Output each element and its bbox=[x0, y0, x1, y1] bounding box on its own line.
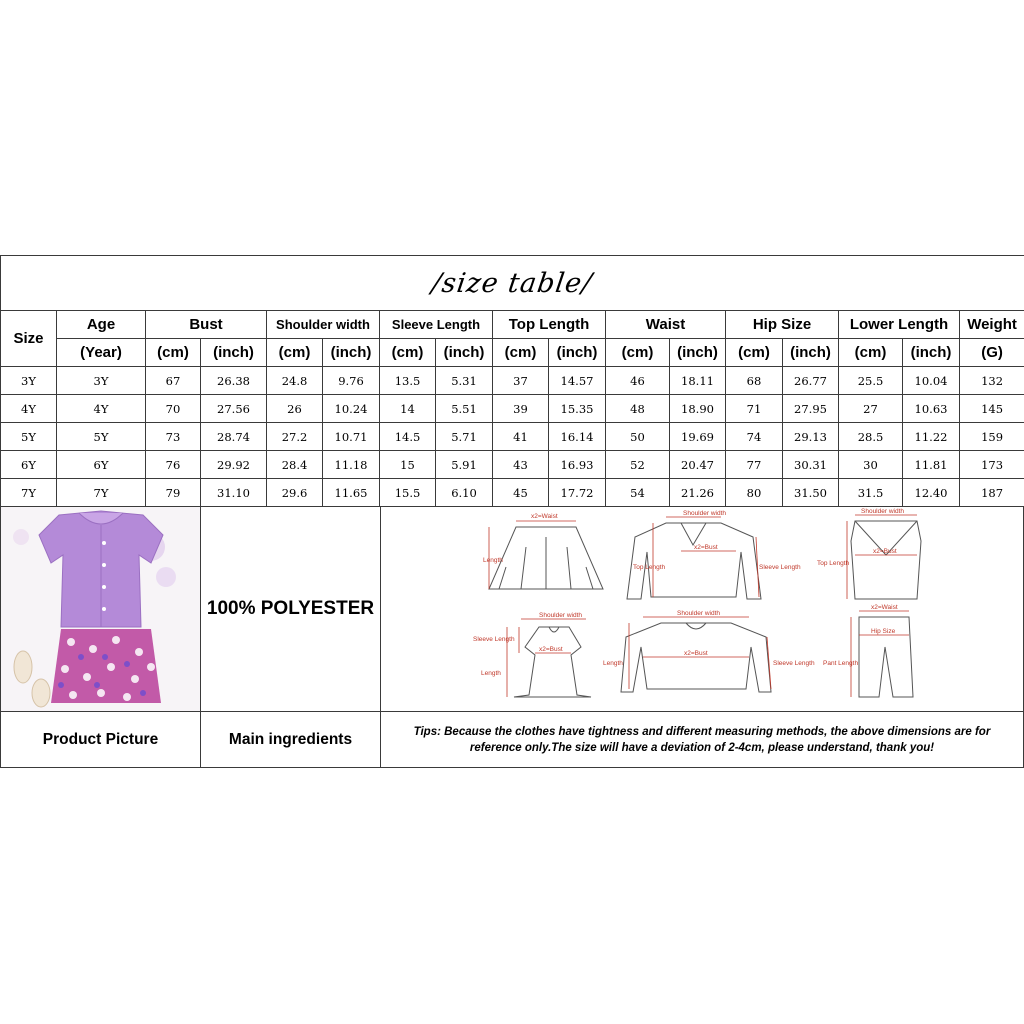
label-dress-length: Length bbox=[481, 670, 501, 677]
table-cell: 16.93 bbox=[549, 451, 606, 479]
table-cell: 5Y bbox=[57, 423, 146, 451]
table-cell: 187 bbox=[960, 479, 1024, 507]
table-cell: 6.10 bbox=[436, 479, 493, 507]
product-image bbox=[1, 507, 200, 711]
table-row bbox=[1, 451, 1024, 479]
label-pants-length: Pant Length bbox=[823, 660, 859, 667]
table-cell: 71 bbox=[726, 395, 783, 423]
header-hip-size: Hip Size bbox=[726, 311, 839, 339]
label-pants-hip: Hip Size bbox=[871, 628, 896, 635]
table-cell: 13.5 bbox=[380, 367, 436, 395]
table-cell: 10.71 bbox=[323, 423, 380, 451]
table-cell: 27 bbox=[839, 395, 903, 423]
table-cell: 28.4 bbox=[267, 451, 323, 479]
table-cell: 4Y bbox=[57, 395, 146, 423]
table-cell: 6Y bbox=[1, 451, 57, 479]
table-cell: 3Y bbox=[1, 367, 57, 395]
table-row bbox=[1, 479, 1024, 507]
unit-cm: (cm) bbox=[839, 339, 903, 367]
table-cell: 18.90 bbox=[670, 395, 726, 423]
table-cell: 27.56 bbox=[201, 395, 267, 423]
table-cell: 5.31 bbox=[436, 367, 493, 395]
table-cell: 73 bbox=[146, 423, 201, 451]
unit-cm: (cm) bbox=[606, 339, 670, 367]
table-cell: 37 bbox=[493, 367, 549, 395]
table-row bbox=[1, 395, 1024, 423]
table-cell: 31.5 bbox=[839, 479, 903, 507]
table-cell: 79 bbox=[146, 479, 201, 507]
label-cami-bust: x2=Bust bbox=[873, 548, 897, 555]
size-table bbox=[0, 255, 1024, 507]
table-cell: 30 bbox=[839, 451, 903, 479]
unit-inch: (inch) bbox=[549, 339, 606, 367]
unit-inch: (inch) bbox=[436, 339, 493, 367]
table-cell: 16.14 bbox=[549, 423, 606, 451]
main-ingredients-label: Main ingredients bbox=[200, 711, 381, 768]
unit-inch: (inch) bbox=[903, 339, 960, 367]
label-skirt-waist: x2=Waist bbox=[531, 513, 558, 520]
table-cell: 17.72 bbox=[549, 479, 606, 507]
header-shoulder-width: Shoulder width bbox=[267, 311, 380, 339]
table-cell: 5.91 bbox=[436, 451, 493, 479]
table-cell: 70 bbox=[146, 395, 201, 423]
product-picture-cell bbox=[0, 506, 201, 712]
tips-note: Tips: Because the clothes have tightness and different measuring methods, the above dimensions are for reference only.The size will have a deviation of 2-4cm, please understand, thank you! bbox=[380, 711, 1024, 768]
table-cell: 26 bbox=[267, 395, 323, 423]
header-waist: Waist bbox=[606, 311, 726, 339]
table-row bbox=[1, 423, 1024, 451]
header-age-unit: (Year) bbox=[57, 339, 146, 367]
header-top-length: Top Length bbox=[493, 311, 606, 339]
table-cell: 28.5 bbox=[839, 423, 903, 451]
unit-inch: (inch) bbox=[323, 339, 380, 367]
label-top-sleeve-length: Sleeve Length bbox=[773, 660, 815, 667]
unit-cm: (cm) bbox=[493, 339, 549, 367]
table-cell: 31.50 bbox=[783, 479, 839, 507]
table-cell: 76 bbox=[146, 451, 201, 479]
table-cell: 74 bbox=[726, 423, 783, 451]
header-lower-length: Lower Length bbox=[839, 311, 960, 339]
unit-cm: (cm) bbox=[726, 339, 783, 367]
table-cell: 15 bbox=[380, 451, 436, 479]
table-cell: 9.76 bbox=[323, 367, 380, 395]
table-cell: 27.95 bbox=[783, 395, 839, 423]
header-weight: Weight bbox=[960, 311, 1024, 339]
unit-cm: (cm) bbox=[267, 339, 323, 367]
table-cell: 7Y bbox=[57, 479, 146, 507]
table-cell: 26.77 bbox=[783, 367, 839, 395]
product-picture-label: Product Picture bbox=[0, 711, 201, 768]
table-cell: 20.47 bbox=[670, 451, 726, 479]
table-cell: 41 bbox=[493, 423, 549, 451]
table-cell: 15.5 bbox=[380, 479, 436, 507]
label-dress-shoulder: Shoulder width bbox=[539, 612, 582, 619]
table-cell: 31.10 bbox=[201, 479, 267, 507]
table-cell: 173 bbox=[960, 451, 1024, 479]
bottom-section bbox=[0, 506, 1024, 768]
table-cell: 50 bbox=[606, 423, 670, 451]
table-cell: 30.31 bbox=[783, 451, 839, 479]
table-cell: 26.38 bbox=[201, 367, 267, 395]
table-cell: 29.13 bbox=[783, 423, 839, 451]
label-jacket-top-length: Top Length bbox=[633, 564, 666, 571]
label-skirt-length: Length bbox=[483, 557, 503, 564]
table-cell: 3Y bbox=[57, 367, 146, 395]
table-cell: 68 bbox=[726, 367, 783, 395]
table-cell: 14.57 bbox=[549, 367, 606, 395]
table-cell: 46 bbox=[606, 367, 670, 395]
table-cell: 52 bbox=[606, 451, 670, 479]
table-cell: 11.22 bbox=[903, 423, 960, 451]
table-cell: 29.92 bbox=[201, 451, 267, 479]
table-cell: 12.40 bbox=[903, 479, 960, 507]
table-cell: 159 bbox=[960, 423, 1024, 451]
measurement-diagram-cell bbox=[380, 506, 1024, 712]
table-cell: 39 bbox=[493, 395, 549, 423]
table-row bbox=[1, 367, 1024, 395]
label-top-shoulder: Shoulder width bbox=[677, 610, 720, 617]
unit-cm: (cm) bbox=[146, 339, 201, 367]
label-jacket-shoulder: Shoulder width bbox=[683, 510, 726, 517]
label-pants-waist: x2=Waist bbox=[871, 604, 898, 611]
table-cell: 43 bbox=[493, 451, 549, 479]
label-jacket-sleeve-length: Sleeve Length bbox=[759, 564, 801, 571]
table-cell: 54 bbox=[606, 479, 670, 507]
table-cell: 24.8 bbox=[267, 367, 323, 395]
header-age: Age bbox=[57, 311, 146, 339]
table-cell: 10.24 bbox=[323, 395, 380, 423]
table-cell: 10.04 bbox=[903, 367, 960, 395]
header-bust: Bust bbox=[146, 311, 267, 339]
size-chart-sheet bbox=[0, 255, 1024, 768]
label-top-length: Length bbox=[603, 660, 623, 667]
table-cell: 19.69 bbox=[670, 423, 726, 451]
header-size: Size bbox=[1, 311, 57, 367]
table-cell: 18.11 bbox=[670, 367, 726, 395]
table-cell: 10.63 bbox=[903, 395, 960, 423]
material-cell bbox=[200, 506, 381, 712]
table-cell: 45 bbox=[493, 479, 549, 507]
weight-unit: (G) bbox=[960, 339, 1024, 367]
label-top-bust: x2=Bust bbox=[684, 650, 708, 657]
material-text: 100% POLYESTER bbox=[206, 598, 375, 619]
label-dress-bust: x2=Bust bbox=[539, 646, 563, 653]
table-cell: 67 bbox=[146, 367, 201, 395]
table-cell: 132 bbox=[960, 367, 1024, 395]
table-title: /size table/ bbox=[1, 256, 1024, 311]
table-cell: 21.26 bbox=[670, 479, 726, 507]
table-cell: 80 bbox=[726, 479, 783, 507]
table-cell: 14 bbox=[380, 395, 436, 423]
table-cell: 11.65 bbox=[323, 479, 380, 507]
table-cell: 5.71 bbox=[436, 423, 493, 451]
unit-inch: (inch) bbox=[783, 339, 839, 367]
unit-cm: (cm) bbox=[380, 339, 436, 367]
table-cell: 11.81 bbox=[903, 451, 960, 479]
table-cell: 25.5 bbox=[839, 367, 903, 395]
table-cell: 4Y bbox=[1, 395, 57, 423]
label-cami-shoulder: Shoulder width bbox=[861, 508, 904, 515]
table-cell: 5Y bbox=[1, 423, 57, 451]
table-cell: 48 bbox=[606, 395, 670, 423]
table-cell: 7Y bbox=[1, 479, 57, 507]
measurement-diagrams bbox=[381, 507, 1023, 711]
table-cell: 15.35 bbox=[549, 395, 606, 423]
table-cell: 29.6 bbox=[267, 479, 323, 507]
table-cell: 145 bbox=[960, 395, 1024, 423]
label-jacket-bust: x2=Bust bbox=[694, 544, 718, 551]
label-dress-sleeve-length: Sleeve Length bbox=[473, 636, 515, 643]
table-cell: 6Y bbox=[57, 451, 146, 479]
table-cell: 14.5 bbox=[380, 423, 436, 451]
table-cell: 28.74 bbox=[201, 423, 267, 451]
table-cell: 27.2 bbox=[267, 423, 323, 451]
header-sleeve-length: Sleeve Length bbox=[380, 311, 493, 339]
unit-inch: (inch) bbox=[201, 339, 267, 367]
table-cell: 5.51 bbox=[436, 395, 493, 423]
label-cami-top-length: Top Length bbox=[817, 560, 850, 567]
table-cell: 11.18 bbox=[323, 451, 380, 479]
table-cell: 77 bbox=[726, 451, 783, 479]
unit-inch: (inch) bbox=[670, 339, 726, 367]
